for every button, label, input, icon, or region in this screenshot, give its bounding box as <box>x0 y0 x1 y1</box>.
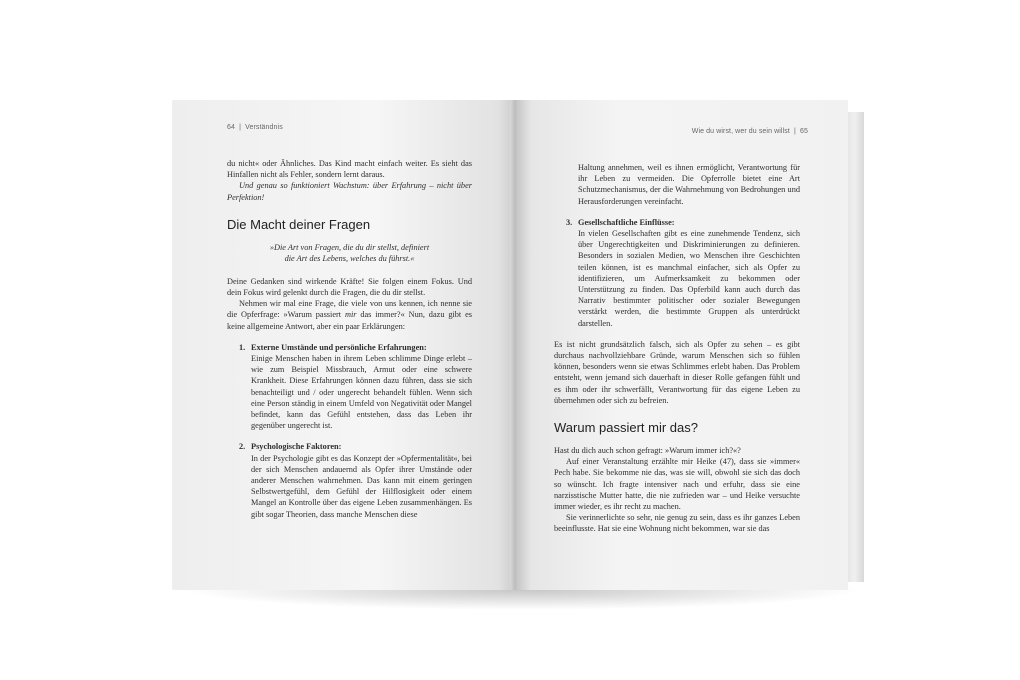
paragraph-2-part-a: Nehmen wir mal eine Frage, die viele von uns kennen, ich nenne sie die Opferfrage: »Warum passiert <box>227 299 472 320</box>
left-numbered-list <box>239 342 472 520</box>
right-paragraph-1: Es ist nicht grundsätzlich falsch, sich als Opfer zu sehen – es gibt durchaus nachvollziehbare Gründe, warum Menschen sich so fühlen können, besonders wenn sie etwas Schlimmes erlebt haben. Das Problem entsteht, wenn jemand sich dauerhaft in dieser Rolle gefangen fühlt und es ihm oder ihr schwerfällt, Verantwortung für das eigene Leben zu übernehmen oder sich zu befreien. <box>554 339 800 405</box>
list-item-number: 2. <box>239 442 246 452</box>
paragraph-2-part-b: das immer?« Nun, dazu gibt es keine allgemeine Antwort, aber ein paar Erklärungen: <box>227 310 472 331</box>
left-header-title: Verständnis <box>245 124 283 131</box>
open-book <box>172 100 867 590</box>
right-paragraph-3: Auf einer Veranstaltung erzählte mir Heike (47), dass sie »immer« Pech habe. Sie bekomme nie das, was sie will, obwohl sie sich das doch so wünscht. Ich fragte intensiver nach und erfuhr, dass sie eine narzisstische Mutter hatte, die nie zufrieden war – und Heike versuchte immer wieder, es ihr recht zu machen. <box>554 457 800 512</box>
list-item-number: 3. <box>566 217 573 227</box>
list-item-continued <box>566 162 800 207</box>
list-item-number: 1. <box>239 342 246 352</box>
quote-line-2: die Art des Lebens, welches du führst.« <box>284 253 415 263</box>
right-running-head <box>692 128 808 135</box>
list-item-title: Psychologische Faktoren: <box>251 442 342 452</box>
list-item <box>566 217 800 329</box>
left-page-number: 64 <box>227 124 235 131</box>
right-page <box>518 100 848 590</box>
right-continued-list <box>566 162 800 329</box>
right-section-heading: Warum passiert mir das? <box>554 420 698 436</box>
left-section-heading: Die Macht deiner Fragen <box>227 216 371 232</box>
left-paragraph-1: Deine Gedanken sind wirkende Kräfte! Sie folgen einem Fokus. Und dein Fokus wird gelenkt durch die Fragen, die du dir stellst. <box>227 276 472 298</box>
continued-list-body: Haltung annehmen, weil es ihnen ermöglicht, Verantwortung für ihr Leben zu vermeiden. Die Opferrolle bietet eine Art Schutzmechanismus, der die Wahrnehmung von Bedrohungen und Herausforderungen vereinfacht. <box>578 163 800 206</box>
left-header-separator: | <box>239 124 242 131</box>
list-item-body: Einige Menschen haben in ihrem Leben schlimme Dinge erlebt – wie zum Beispiel Missbrauch, Armut oder eine schwere Krankheit. Diese Erfahrungen können dazu führen, dass sie sich benachteiligt und / oder ungerecht behandelt fühlen. Wenn sich eine Person ständig in einem Umfeld von Negativität oder Mangel befindet, kann das Gefühl entstehen, dass das Leben ihr gegenüber ungerecht ist. <box>251 354 472 431</box>
list-item-title: Gesellschaftliche Einflüsse: <box>578 217 675 227</box>
page-edge <box>848 112 864 582</box>
list-item <box>239 342 472 432</box>
list-item <box>239 441 472 519</box>
right-paragraph-2: Hast du dich auch schon gefragt: »Warum immer ich?«? <box>554 446 741 456</box>
right-body-text <box>554 162 800 535</box>
right-paragraph-4: Sie verinnerlichte so sehr, nie genug zu sein, dass es ihr ganzes Leben beeinflusste. Hat sie eine Wohnung nicht bekommen, war sie das <box>554 513 800 534</box>
left-opening-paragraph: du nicht« oder Ähnliches. Das Kind macht einfach weiter. Es sieht das Hinfallen nicht als Fehler, sondern lernt daraus. <box>227 159 472 180</box>
list-item-body: In vielen Gesellschaften gibt es eine zunehmende Tendenz, sich über Ungerechtigkeiten und Diskriminierungen zu definieren. Besonders in sozialen Medien, wo Menschen ihre Geschichten teilen können, ist es manchmal einfacher, sich als Opfer zu identifizieren, um Aufmerksamkeit zu bekommen oder Unterstützung zu finden. Das Opferbild kann auch durch das Narrativ bestimmter politischer oder sozialer Bewegungen verstärkt werden, die bestimmte Gruppen als unterdrückt darstellen. <box>578 229 800 328</box>
left-page <box>172 100 512 590</box>
left-quote <box>227 242 472 264</box>
quote-line-1: »Die Art von Fragen, die du dir stellst, definiert <box>269 242 430 252</box>
list-item-body: In der Psychologie gibt es das Konzept der »Opfermentalität«, bei der sich Menschen andauernd als Opfer ihrer Umstände oder anderer Menschen wahrnehmen. Das kann mit einem geringen Selbstwertgefühl, dem Gefühl der Hilflosigkeit oder einem Mangel an Kontrolle über das eigene Leben zusammenhängen. Es gibt sogar Theorien, dass manche Menschen diese <box>251 453 472 519</box>
right-page-number: 65 <box>800 128 808 135</box>
list-item-title: Externe Umstände und persönliche Erfahrungen: <box>251 342 427 352</box>
left-paragraph-2 <box>227 298 472 332</box>
right-header-separator: | <box>793 128 796 135</box>
left-running-head <box>227 124 283 131</box>
left-italic-paragraph: Und genau so funktioniert Wachstum: über Erfahrung – nicht über Perfektion! <box>227 181 472 202</box>
right-header-title: Wie du wirst, wer du sein willst <box>691 128 790 135</box>
paragraph-2-emphasis: mir <box>344 310 357 320</box>
left-body-text <box>227 158 472 520</box>
